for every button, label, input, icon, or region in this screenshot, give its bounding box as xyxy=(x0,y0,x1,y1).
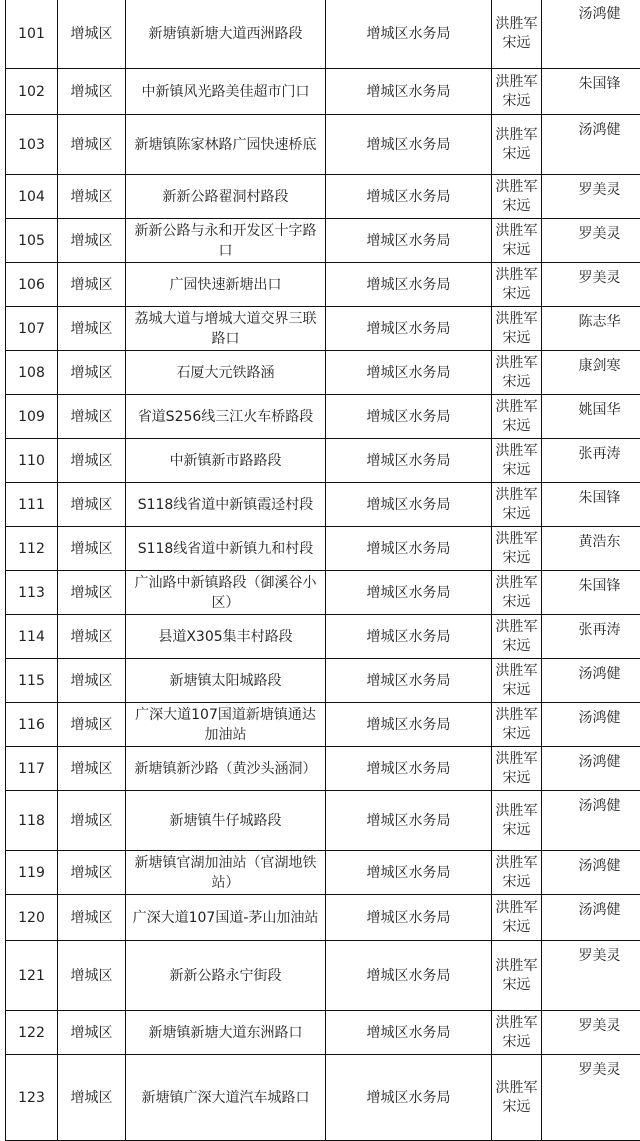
contact-person-cell: 洪胜军 宋远 xyxy=(492,1011,542,1055)
row-number: 108 xyxy=(6,351,58,395)
responsible-person-cell: 康剑寒 xyxy=(542,351,640,395)
district-cell: 增城区 xyxy=(58,351,126,395)
table-row xyxy=(6,483,640,527)
district-cell: 增城区 xyxy=(58,1055,126,1141)
table-row xyxy=(6,351,640,395)
location-cell: 新塘镇新塘大道东洲路口 xyxy=(126,1011,326,1055)
location-cell: 新塘镇新沙路（黄沙头涵洞） xyxy=(126,747,326,791)
responsible-person-cell: 罗美灵 xyxy=(542,1011,640,1055)
location-cell: 新塘镇新塘大道西洲路段 xyxy=(126,0,326,69)
responsible-unit-cell: 增城区水务局 xyxy=(326,895,492,941)
responsible-unit-cell: 增城区水务局 xyxy=(326,615,492,659)
location-cell: 广汕路中新镇路段（御溪谷小区） xyxy=(126,571,326,615)
responsible-person-cell: 罗美灵 xyxy=(542,219,640,263)
responsible-unit-cell: 增城区水务局 xyxy=(326,1055,492,1141)
row-number: 104 xyxy=(6,175,58,219)
responsible-person-cell: 罗美灵 xyxy=(542,175,640,219)
row-number: 111 xyxy=(6,483,58,527)
table-row xyxy=(6,69,640,115)
responsible-person-cell: 朱国锋 xyxy=(542,571,640,615)
responsible-unit-cell: 增城区水务局 xyxy=(326,659,492,703)
responsible-person-cell: 汤鸿健 xyxy=(542,703,640,747)
district-cell: 增城区 xyxy=(58,527,126,571)
responsible-person-cell: 汤鸿健 xyxy=(542,747,640,791)
location-cell: 广深大道107国道-茅山加油站 xyxy=(126,895,326,941)
table-row xyxy=(6,1011,640,1055)
responsible-unit-cell: 增城区水务局 xyxy=(326,175,492,219)
responsible-unit-cell: 增城区水务局 xyxy=(326,219,492,263)
contact-person-cell: 洪胜军 宋远 xyxy=(492,395,542,439)
location-cell: 县道X305集丰村路段 xyxy=(126,615,326,659)
responsible-person-cell: 陈志华 xyxy=(542,307,640,351)
table-row xyxy=(6,571,640,615)
table-row xyxy=(6,615,640,659)
district-cell: 增城区 xyxy=(58,703,126,747)
responsible-person-cell: 汤鸿健 xyxy=(542,851,640,895)
responsible-unit-cell: 增城区水务局 xyxy=(326,703,492,747)
district-cell: 增城区 xyxy=(58,115,126,175)
district-cell: 增城区 xyxy=(58,0,126,69)
row-number: 121 xyxy=(6,941,58,1011)
district-cell: 增城区 xyxy=(58,851,126,895)
responsible-person-cell: 姚国华 xyxy=(542,395,640,439)
district-cell: 增城区 xyxy=(58,895,126,941)
row-number: 113 xyxy=(6,571,58,615)
district-cell: 增城区 xyxy=(58,571,126,615)
row-number: 107 xyxy=(6,307,58,351)
district-cell: 增城区 xyxy=(58,307,126,351)
location-cell: 新新公路永宁街段 xyxy=(126,941,326,1011)
location-cell: S118线省道中新镇霞迳村段 xyxy=(126,483,326,527)
responsible-unit-cell: 增城区水务局 xyxy=(326,483,492,527)
responsible-unit-cell: 增城区水务局 xyxy=(326,351,492,395)
district-cell: 增城区 xyxy=(58,1011,126,1055)
row-number: 103 xyxy=(6,115,58,175)
table-row xyxy=(6,263,640,307)
location-cell: 中新镇新市路路段 xyxy=(126,439,326,483)
district-cell: 增城区 xyxy=(58,219,126,263)
responsible-person-cell: 汤鸿健 xyxy=(542,895,640,941)
contact-person-cell: 洪胜军 宋远 xyxy=(492,351,542,395)
contact-person-cell: 洪胜军 宋远 xyxy=(492,439,542,483)
district-cell: 增城区 xyxy=(58,175,126,219)
responsible-person-cell: 黄浩东 xyxy=(542,527,640,571)
contact-person-cell: 洪胜军 宋远 xyxy=(492,895,542,941)
location-cell: 新塘镇太阳城路段 xyxy=(126,659,326,703)
table-row xyxy=(6,941,640,1011)
district-cell: 增城区 xyxy=(58,395,126,439)
row-number: 117 xyxy=(6,747,58,791)
responsible-unit-cell: 增城区水务局 xyxy=(326,0,492,69)
district-cell: 增城区 xyxy=(58,615,126,659)
table-row xyxy=(6,175,640,219)
table-row xyxy=(6,851,640,895)
table-body xyxy=(6,0,640,1141)
responsible-person-cell: 朱国锋 xyxy=(542,69,640,115)
table-row xyxy=(6,0,640,69)
contact-person-cell: 洪胜军 宋远 xyxy=(492,1055,542,1141)
table-row xyxy=(6,747,640,791)
contact-person-cell: 洪胜军 宋远 xyxy=(492,747,542,791)
table-row xyxy=(6,527,640,571)
row-number: 114 xyxy=(6,615,58,659)
location-cell: 新新公路与永和开发区十字路口 xyxy=(126,219,326,263)
responsible-unit-cell: 增城区水务局 xyxy=(326,941,492,1011)
table-row xyxy=(6,895,640,941)
contact-person-cell: 洪胜军 宋远 xyxy=(492,0,542,69)
responsible-person-cell: 罗美灵 xyxy=(542,263,640,307)
responsible-person-cell: 汤鸿健 xyxy=(542,659,640,703)
responsible-unit-cell: 增城区水务局 xyxy=(326,527,492,571)
contact-person-cell: 洪胜军 宋远 xyxy=(492,703,542,747)
contact-person-cell: 洪胜军 宋远 xyxy=(492,571,542,615)
table-row xyxy=(6,791,640,851)
district-cell: 增城区 xyxy=(58,439,126,483)
responsible-unit-cell: 增城区水务局 xyxy=(326,851,492,895)
table-row xyxy=(6,395,640,439)
contact-person-cell: 洪胜军 宋远 xyxy=(492,307,542,351)
contact-person-cell: 洪胜军 宋远 xyxy=(492,69,542,115)
location-cell: S118线省道中新镇九和村段 xyxy=(126,527,326,571)
district-cell: 增城区 xyxy=(58,263,126,307)
contact-person-cell: 洪胜军 宋远 xyxy=(492,483,542,527)
table-row xyxy=(6,115,640,175)
contact-person-cell: 洪胜军 宋远 xyxy=(492,615,542,659)
responsible-unit-cell: 增城区水务局 xyxy=(326,395,492,439)
row-number: 120 xyxy=(6,895,58,941)
location-cell: 新塘镇官湖加油站（官湖地铁站） xyxy=(126,851,326,895)
location-cell: 荔城大道与增城大道交界三联路口 xyxy=(126,307,326,351)
contact-person-cell: 洪胜军 宋远 xyxy=(492,115,542,175)
table-row xyxy=(6,307,640,351)
district-cell: 增城区 xyxy=(58,941,126,1011)
location-cell: 新塘镇牛仔城路段 xyxy=(126,791,326,851)
contact-person-cell: 洪胜军 宋远 xyxy=(492,527,542,571)
location-cell: 中新镇风光路美佳超市门口 xyxy=(126,69,326,115)
district-cell: 增城区 xyxy=(58,483,126,527)
responsible-unit-cell: 增城区水务局 xyxy=(326,1011,492,1055)
table-row xyxy=(6,439,640,483)
responsible-unit-cell: 增城区水务局 xyxy=(326,307,492,351)
contact-person-cell: 洪胜军 宋远 xyxy=(492,851,542,895)
row-number: 123 xyxy=(6,1055,58,1141)
row-number: 109 xyxy=(6,395,58,439)
location-cell: 新塘镇陈家林路广园快速桥底 xyxy=(126,115,326,175)
responsible-unit-cell: 增城区水务局 xyxy=(326,439,492,483)
responsible-unit-cell: 增城区水务局 xyxy=(326,115,492,175)
table-row xyxy=(6,1055,640,1141)
row-number: 106 xyxy=(6,263,58,307)
responsible-person-cell: 罗美灵 xyxy=(542,1055,640,1141)
table-row xyxy=(6,703,640,747)
responsible-unit-cell: 增城区水务局 xyxy=(326,69,492,115)
responsible-person-cell: 汤鸿健 xyxy=(542,0,640,69)
contact-person-cell: 洪胜军 宋远 xyxy=(492,263,542,307)
responsible-person-cell: 张再涛 xyxy=(542,615,640,659)
row-number: 116 xyxy=(6,703,58,747)
row-number: 102 xyxy=(6,69,58,115)
district-cell: 增城区 xyxy=(58,791,126,851)
row-number: 112 xyxy=(6,527,58,571)
responsible-unit-cell: 增城区水务局 xyxy=(326,747,492,791)
contact-person-cell: 洪胜军 宋远 xyxy=(492,659,542,703)
responsible-person-cell: 朱国锋 xyxy=(542,483,640,527)
row-number: 115 xyxy=(6,659,58,703)
responsible-person-cell: 汤鸿健 xyxy=(542,115,640,175)
responsible-person-cell: 罗美灵 xyxy=(542,941,640,1011)
flood-point-table xyxy=(5,0,640,1141)
contact-person-cell: 洪胜军 宋远 xyxy=(492,941,542,1011)
contact-person-cell: 洪胜军 宋远 xyxy=(492,219,542,263)
contact-person-cell: 洪胜军 宋远 xyxy=(492,791,542,851)
location-cell: 广园快速新塘出口 xyxy=(126,263,326,307)
location-cell: 新新公路翟洞村路段 xyxy=(126,175,326,219)
row-number: 122 xyxy=(6,1011,58,1055)
table-row xyxy=(6,219,640,263)
location-cell: 广深大道107国道新塘镇通达加油站 xyxy=(126,703,326,747)
responsible-person-cell: 张再涛 xyxy=(542,439,640,483)
responsible-person-cell: 汤鸿健 xyxy=(542,791,640,851)
table-row xyxy=(6,659,640,703)
row-number: 101 xyxy=(6,0,58,69)
responsible-unit-cell: 增城区水务局 xyxy=(326,263,492,307)
responsible-unit-cell: 增城区水务局 xyxy=(326,571,492,615)
location-cell: 新塘镇广深大道汽车城路口 xyxy=(126,1055,326,1141)
contact-person-cell: 洪胜军 宋远 xyxy=(492,175,542,219)
row-number: 110 xyxy=(6,439,58,483)
responsible-unit-cell: 增城区水务局 xyxy=(326,791,492,851)
row-number: 105 xyxy=(6,219,58,263)
district-cell: 增城区 xyxy=(58,659,126,703)
district-cell: 增城区 xyxy=(58,69,126,115)
district-cell: 增城区 xyxy=(58,747,126,791)
row-number: 119 xyxy=(6,851,58,895)
row-number: 118 xyxy=(6,791,58,851)
location-cell: 省道S256线三江火车桥路段 xyxy=(126,395,326,439)
location-cell: 石厦大元铁路涵 xyxy=(126,351,326,395)
